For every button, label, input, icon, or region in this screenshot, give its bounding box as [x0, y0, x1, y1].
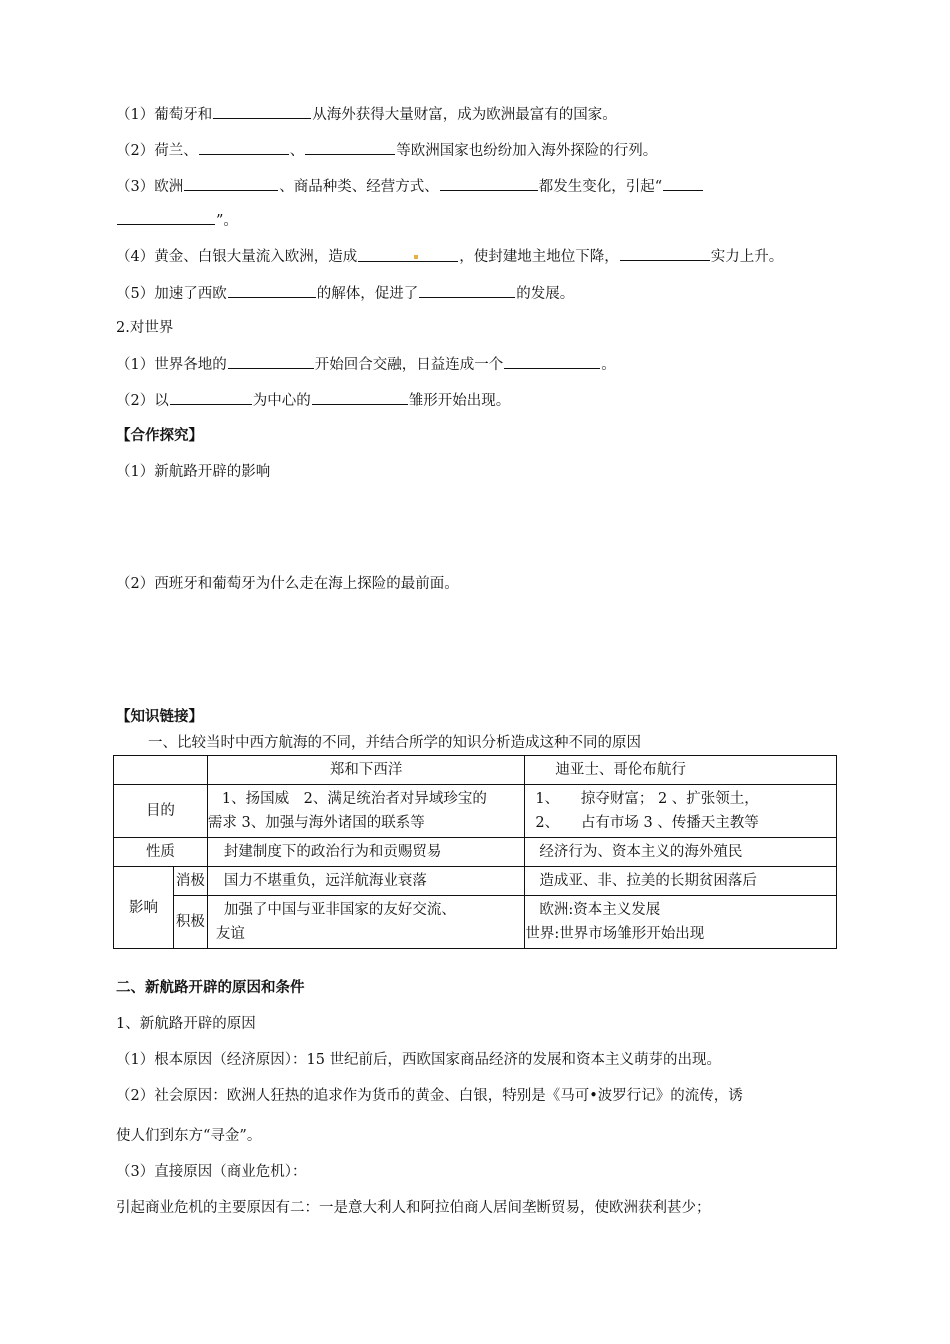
answer-blank[interactable] — [504, 354, 600, 369]
row-label: 目的 — [114, 785, 208, 838]
coop-question-1: （1）新航路开辟的影响 — [116, 464, 271, 480]
cell-text: 封建制度下的政治行为和贡赐贸易 — [223, 844, 442, 860]
answer-blank[interactable] — [184, 176, 278, 191]
part2-p3: （3）直接原因（商业危机）： — [116, 1164, 307, 1180]
part2-heading: 二、新航路开辟的原因和条件 — [116, 980, 305, 996]
answer-blank[interactable] — [228, 354, 314, 369]
cell-line: 需求 3、加强与海外诸国的联系等 — [207, 815, 425, 831]
answer-blank[interactable] — [419, 283, 515, 298]
cell-line: 1、扬国威 2、满足统治者对异域珍宝的 — [221, 791, 487, 807]
table-cell — [114, 756, 208, 785]
part2-p2a: （2）社会原因：欧洲人狂热的追求作为货币的黄金、白银，特别是《马可•波罗行记》的流传，诱 — [116, 1088, 743, 1104]
sub-label: 消极 — [173, 867, 207, 896]
answer-blank[interactable] — [312, 390, 408, 405]
answer-blank[interactable] — [663, 176, 703, 191]
item-text: 、 — [289, 143, 305, 159]
item-text: 为中心的 — [252, 393, 311, 409]
item-text: （1）世界各地的 — [116, 357, 227, 373]
link-intro: 一、比较当时中西方航海的不同，并结合所学的知识分析造成这种不同的原因 — [148, 735, 641, 751]
item-text: （3）欧洲 — [116, 179, 184, 195]
fill-item-1 — [116, 104, 617, 125]
table-cell — [525, 896, 837, 949]
item-text: （2）以 — [116, 393, 169, 409]
table-cell — [207, 785, 525, 838]
table-cell — [207, 867, 525, 896]
item-text: （2）荷兰、 — [116, 143, 198, 159]
item-text: 开始回合交融，日益连成一个 — [314, 357, 504, 373]
part2-p4: 引起商业危机的主要原因有二：一是意大利人和阿拉伯商人居间垄断贸易，使欧洲获利甚少； — [116, 1200, 711, 1216]
item-text: （5）加速了西欧 — [116, 286, 227, 302]
item-text: 雏形开始出现。 — [408, 393, 511, 409]
fill-item-2 — [116, 140, 657, 161]
table-cell — [525, 838, 837, 867]
cell-line: 欧洲:资本主义发展 — [539, 902, 661, 918]
sub-label: 积极 — [173, 896, 207, 949]
item-text: 从海外获得大量财富，成为欧洲最富有的国家。 — [312, 107, 617, 123]
table-cell — [207, 838, 525, 867]
fill-item-4 — [116, 246, 783, 267]
cell-line: 世界:世界市场雏形开始出现 — [525, 926, 705, 942]
cell-line: 友谊 — [215, 926, 245, 942]
fill-item-3-cont — [116, 210, 238, 231]
item-text: 的解体，促进了 — [316, 286, 419, 302]
answer-blank[interactable] — [170, 390, 252, 405]
answer-blank[interactable] — [213, 104, 311, 119]
link-heading: 【知识链接】 — [116, 709, 203, 725]
fill-item-3 — [116, 176, 704, 197]
row-label: 影响 — [114, 867, 174, 949]
cell-line: 1、 掠夺财富； 2 、扩张领土， — [535, 791, 759, 807]
item-text: 。 — [601, 357, 616, 373]
fill-item-5 — [116, 283, 574, 304]
item-text: （1）葡萄牙和 — [116, 107, 213, 123]
item-text: ”。 — [216, 213, 238, 229]
row-label: 性质 — [114, 838, 208, 867]
cell-line: 加强了中国与亚非国家的友好交流、 — [223, 902, 456, 918]
cell-line: 2、 占有市场 3 、传播天主教等 — [535, 815, 759, 831]
table-cell — [525, 785, 837, 838]
answer-blank[interactable] — [358, 247, 458, 262]
part2-p1: （1）根本原因（经济原因）：15 世纪前后，西欧国家商品经济的发展和资本主义萌芽的出现。 — [116, 1052, 722, 1068]
table-row — [114, 896, 837, 949]
item-text: 的发展。 — [516, 286, 575, 302]
coop-question-2: （2）西班牙和葡萄牙为什么走在海上探险的最前面。 — [116, 576, 459, 592]
cell-text: 经济行为、资本主义的海外殖民 — [539, 844, 743, 860]
item-text: 等欧洲国家也纷纷加入海外探险的行列。 — [396, 143, 658, 159]
table-header: 郑和下西洋 — [207, 756, 525, 785]
table-row — [114, 785, 837, 838]
table-cell — [525, 867, 837, 896]
cursor-mark — [414, 255, 418, 259]
cell-text: 造成亚、非、拉美的长期贫困落后 — [539, 873, 757, 889]
answer-blank[interactable] — [228, 283, 316, 298]
answer-blank[interactable] — [440, 176, 538, 191]
cell-text: 国力不堪重负，远洋航海业衰落 — [223, 873, 427, 889]
answer-blank[interactable] — [620, 246, 710, 261]
answer-blank[interactable] — [117, 210, 215, 225]
answer-blank[interactable] — [305, 140, 395, 155]
world-item-2 — [116, 390, 510, 411]
item-text: 都发生变化，引起“ — [538, 179, 663, 195]
item-text: （4）黄金、白银大量流入欧洲，造成 — [116, 249, 358, 265]
item-text: ，使封建地主地位下降， — [459, 249, 619, 265]
item-text: 实力上升。 — [710, 249, 784, 265]
table-header — [525, 756, 837, 785]
table-cell — [207, 896, 525, 949]
world-item-1 — [116, 354, 616, 375]
part2-sub1: 1、新航路开辟的原因 — [116, 1016, 256, 1032]
part2-p2b: 使人们到东方“寻金”。 — [116, 1128, 262, 1144]
comparison-table — [113, 755, 837, 949]
table-row — [114, 838, 837, 867]
coop-heading: 【合作探究】 — [116, 428, 203, 444]
table-row — [114, 867, 837, 896]
answer-blank[interactable] — [199, 140, 289, 155]
item-text: 、商品种类、经营方式、 — [279, 179, 439, 195]
table-row — [114, 756, 837, 785]
header-text: 迪亚士、哥伦布航行 — [555, 762, 686, 778]
world-heading: 2.对世界 — [116, 320, 174, 336]
